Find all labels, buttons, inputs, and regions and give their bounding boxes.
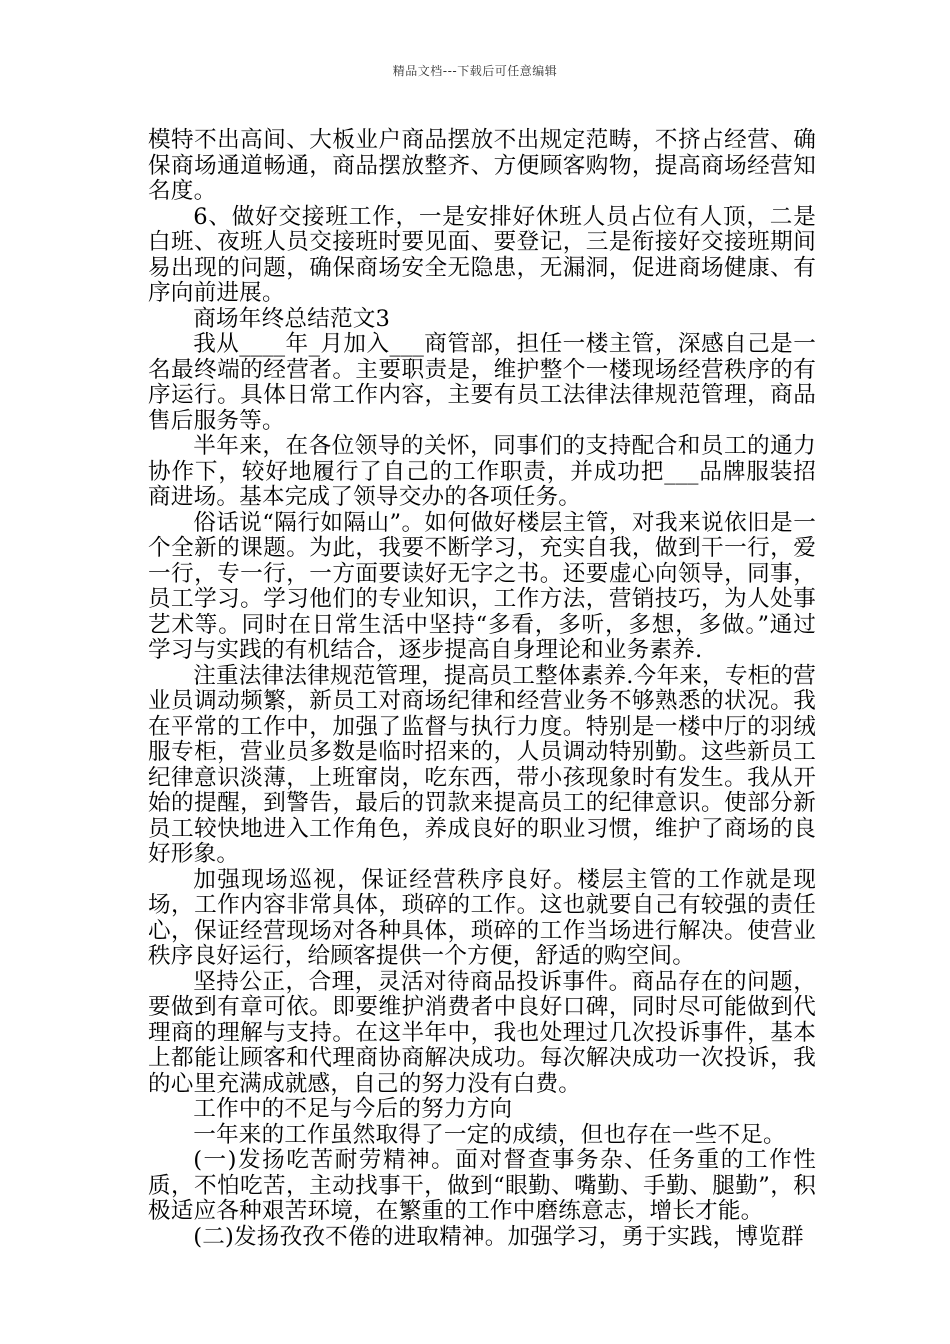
paragraph-10: (一)发扬吃苦耐劳精神。面对督查事务杂、任务重的工作性质，不怕吃苦，主动找事干，做到“眼勤、嘴勤、手勤、腿勤”，积极适应各种艰苦环境，在繁重的工作中磨练意志，增长才能。: [148, 1147, 816, 1224]
page-header: 精品文档---下载后可任意编辑: [392, 64, 558, 78]
section-title: 商场年终总结范文3: [193, 305, 391, 332]
paragraph-2: 6、做好交接班工作，一是安排好休班人员占位有人顶，二是白班、夜班人员交接班时要见面、要登记，三是衔接好交接班期间易出现的问题，确保商场安全无隐患，无漏洞，促进商场健康、有序向前进展。: [148, 203, 816, 306]
subsection-title: 工作中的不足与今后的努力方向: [193, 1096, 513, 1122]
document-body: [148, 128, 816, 1250]
paragraph-11: (二)发扬孜孜不倦的进取精神。加强学习，勇于实践，博览群: [193, 1223, 804, 1250]
paragraph-5: 俗话说“隔行如隔山”。如何做好楼层主管，对我来说依旧是一个全新的课题。为此，我要不断学习，充实自我，做到干一行，爱一行，专一行，一方面要读好无字之书。还要虚心向领导，同事，员工学习。学习他们的专业知识，工作方法，营销技巧，为人处事艺术等。同时在日常生活中坚持“多看，多听，多想，多做。”通过学习与实践的有机结合，逐步提高自身理论和业务素养.: [148, 509, 816, 663]
paragraph-1: 模特不出高间、大板业户商品摆放不出规定范畴，不挤占经营、确保商场通道畅通，商品摆放整齐、方便顾客购物，提高商场经营知名度。: [148, 127, 816, 204]
paragraph-9: 一年来的工作虽然取得了一定的成绩，但也存在一些不足。: [193, 1121, 786, 1148]
paragraph-7: 加强现场巡视，保证经营秩序良好。楼层主管的工作就是现场，工作内容非常具体，琐碎的工作。这也就要自己有较强的责任心，保证经营现场对各种具体，琐碎的工作当场进行解决。使营业秩序良好运行，给顾客提供一个方便，舒适的购空间。: [148, 866, 816, 969]
paragraph-8: 坚持公正，合理，灵活对待商品投诉事件。商品存在的问题，要做到有章可依。即要维护消费者中良好口碑，同时尽可能做到代理商的理解与支持。在这半年中，我也处理过几次投诉事件，基本上都能让顾客和代理商协商解决成功。每次解决成功一次投诉，我的心里充满成就感，自己的努力没有白费。: [148, 968, 816, 1097]
paragraph-6: 注重法律法律规范管理，提高员工整体素养.今年来，专柜的营业员调动频繁，新员工对商场纪律和经营业务不够熟悉的状况。我在平常的工作中，加强了监督与执行力度。特别是一楼中厅的羽绒服专柜，营业员多数是临时招来的，人员调动特别勤。这些新员工纪律意识淡薄，上班窜岗，吃东西，带小孩现象时有发生。我从开始的提醒，到警告，最后的罚款来提高员工的纪律意识。使部分新员工较快地进入工作角色，养成良好的职业习惯，维护了商场的良好形象。: [148, 662, 817, 867]
paragraph-3: 我从____年_月加入___商管部，担任一楼主管，深感自己是一名最终端的经营者。主要职责是，维护整个一楼现场经营秩序的有序运行。具体日常工作内容，主要有员工法律法律规范管理，商品售后服务等。: [148, 331, 816, 434]
paragraph-4: 半年来，在各位领导的关怀，同事们的支持配合和员工的通力协作下，较好地履行了自己的工作职责，并成功把___品牌服装招商进场。基本完成了领导交办的各项任务。: [148, 433, 816, 510]
